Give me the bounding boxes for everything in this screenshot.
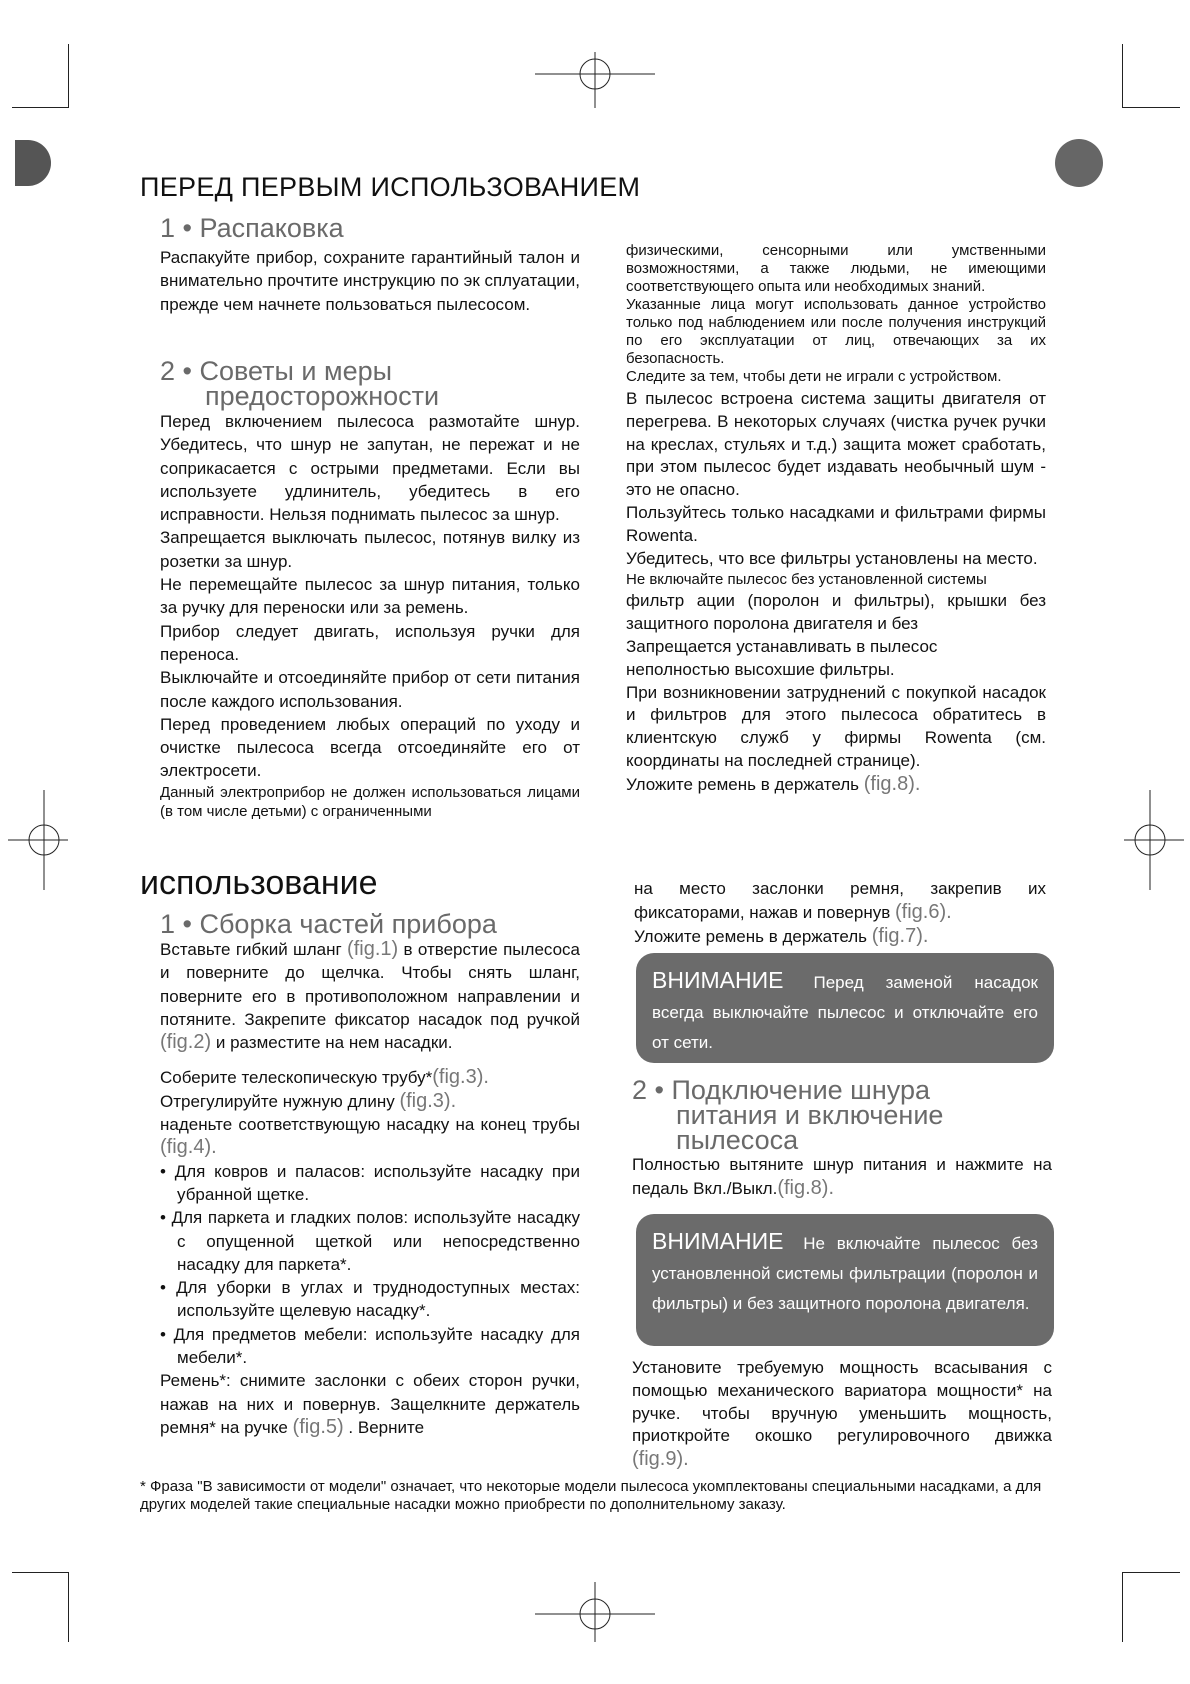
warning-text: Не включайте пылесос без установленной системы фильтрации (поролон и фильтры) и без защитного поролона двигателя. xyxy=(652,1234,1038,1313)
section-heading-assembly: 1 • Сборка частей прибора xyxy=(160,909,497,939)
footnote: * Фраза "В зависимости от модели" означает, что некоторые модели пылесоса укомплектованы специальными насадками, а для других моделей такие специальные насадки можно приобрести по дополнительному заказу. xyxy=(140,1478,1042,1513)
heading-line: пылесоса xyxy=(676,1125,799,1155)
crop-mark xyxy=(12,107,69,108)
paragraph: Распакуйте прибор, сохраните гарантийный талон и внимательно прочтите инструкцию по эк сплуатации, прежде чем начнете пользоваться пылесосом. xyxy=(160,248,580,314)
warning-label: ВНИМАНИЕ xyxy=(652,967,784,993)
text: Соберите телескопическую трубу* xyxy=(160,1068,433,1088)
text: Установите требуемую мощность всасывания с помощью механического вариатора мощности* на ручке. чтобы вручную уменьшить мощность, приоткройте окошко регулировочного движка xyxy=(632,1358,1052,1446)
text: Вставьте гибкий шланг xyxy=(160,940,342,959)
paragraph xyxy=(626,773,1046,797)
heading-line: питания и включение xyxy=(676,1100,944,1130)
paragraph: При возникновении затруднений с покупкой насадок и фильтров для этого пылесоса обратитесь в клиентскую служб у фирмы Rowenta (см. координаты на последней странице). xyxy=(626,682,1046,770)
half-circle-marker xyxy=(15,140,51,186)
crop-mark xyxy=(1122,44,1123,108)
registration-mark-right xyxy=(1124,790,1184,890)
right-column-usage xyxy=(634,878,1046,948)
paragraph: Запрещается устанавливать в пылесос xyxy=(626,636,938,656)
paragraph: Указанные лица могут использовать данное устройство только под наблюдением или после получения инструкций по его эксплуатации от лиц, отвечающих за их безопасность. xyxy=(626,296,1046,367)
heading-line: 2 • Советы и меры xyxy=(160,356,393,386)
text: и разместите на нем насадки. xyxy=(215,1033,453,1053)
paragraph xyxy=(160,1066,580,1089)
paragraph xyxy=(634,878,1046,925)
suction-text xyxy=(632,1357,1052,1472)
crop-mark xyxy=(1122,1572,1180,1573)
list-item: • Для уборки в углах и труднодоступных местах: используйте щелевую насадку*. xyxy=(160,1278,580,1321)
right-column-safety xyxy=(626,242,1046,797)
figure-ref: (fig.3). xyxy=(432,1066,489,1089)
heading-line: 2 • Подключение шнура xyxy=(632,1075,930,1105)
paragraph: Перед включением пылесоса размотайте шнур. Убедитесь, что шнур не запутан, не пережат и не соприкасается с острыми предметами. Если вы используете удлинитель, убедитесь в его исправности. Нельзя поднимать пылесос за шнур. xyxy=(160,412,580,525)
section-title-usage: использование xyxy=(140,864,378,902)
text: . Верните xyxy=(348,1417,425,1437)
figure-ref: (fig.9). xyxy=(632,1448,689,1471)
page-title: ПЕРЕД ПЕРВЫМ ИСПОЛЬЗОВАНИЕМ xyxy=(140,172,641,202)
crop-mark xyxy=(12,1572,69,1573)
figure-ref: (fig.5) xyxy=(292,1415,344,1438)
section-heading-power xyxy=(632,1075,944,1155)
section-heading-unpacking: 1 • Распаковка xyxy=(160,213,344,243)
text: Уложите ремень в держатель xyxy=(634,926,867,946)
paragraph: Пользуйтесь только насадками и фильтрами фирмы Rowenta. xyxy=(626,502,1046,545)
text: Уложите ремень в держатель xyxy=(626,774,859,794)
paragraph: Данный электроприбор не должен использоваться лицами (в том числе детьми) с ограниченными xyxy=(160,783,580,820)
list-item: • Для предметов мебели: используйте насадку для мебели*. xyxy=(160,1324,580,1368)
figure-ref: (fig.8). xyxy=(863,772,921,795)
registration-mark-bottom xyxy=(535,1582,655,1642)
text: на место заслонки ремня, закрепив их фиксаторами, нажав и повернув xyxy=(634,879,1046,922)
crop-mark xyxy=(1122,1572,1123,1642)
heading-line: предосторожности xyxy=(205,381,440,411)
paragraph: Выключайте и отсоединяйте прибор от сети питания после каждого использования. xyxy=(160,668,580,711)
registration-mark-left xyxy=(8,790,68,890)
paragraph xyxy=(632,1154,1052,1201)
list-item: • Для паркета и гладких полов: используйте насадку с опущенной щеткой или непосредственно насадку для паркета*. xyxy=(160,1208,580,1274)
figure-ref: (fig.6). xyxy=(895,900,952,923)
text: наденьте соответствующую насадку на конец трубы xyxy=(160,1115,580,1135)
figure-ref: (fig.7). xyxy=(871,924,929,947)
paragraph: Не перемещайте пылесос за шнур питания, только за ручку для переноски или за ремень. xyxy=(160,575,580,618)
paragraph: неполностью высохшие фильтры. xyxy=(626,659,895,679)
assembly-text xyxy=(160,938,580,1439)
paragraph xyxy=(634,925,1046,949)
safety-text xyxy=(160,410,580,821)
paragraph xyxy=(160,938,580,1054)
warning-box-1 xyxy=(636,953,1054,1063)
warning-label: ВНИМАНИЕ xyxy=(652,1228,784,1254)
paragraph: Запрещается выключать пылесос, потянув вилку из розетки за шнур. xyxy=(160,528,580,571)
paragraph: фильтр ации (поролон и фильтры), крышки без защитного поролона двигателя и без xyxy=(626,591,1046,634)
list-item: • Для ковров и паласов: используйте насадку при убранной щетке. xyxy=(160,1161,580,1204)
paragraph: Перед проведением любых операций по уходу и очистке пылесоса всегда отсоединяйте его от электросети. xyxy=(160,714,580,781)
paragraph: Не включайте пылесос без установленной системы xyxy=(626,571,987,589)
section-heading-safety xyxy=(160,356,440,411)
registration-mark-top xyxy=(535,52,655,108)
text: Отрегулируйте нужную длину xyxy=(160,1091,395,1111)
figure-ref: (fig.1) xyxy=(347,938,399,960)
crop-mark xyxy=(68,1572,69,1642)
text: в отверстие пылесоса и поверните до щелчка. Чтобы снять шланг, поверните его в противоположном направлении и потяните. Закрепите фиксатор насадок под ручкой xyxy=(160,940,580,1029)
text: Ремень*: снимите заслонки с обеих сторон ручки, нажав на них и повернув. Защелкните держатель ремня* на ручке xyxy=(160,1371,580,1437)
warning-box-2 xyxy=(636,1214,1054,1346)
paragraph xyxy=(160,1113,580,1160)
paragraph: В пылесос встроена система защиты двигателя от перегрева. В некоторых случаях (чистка ручек ручки на креслах, стульях и т.д.) защита может сработать, при этом пылесос будет издавать необычный шум - это не опасно. xyxy=(626,389,1046,500)
paragraph xyxy=(160,1369,580,1439)
figure-ref: (fig.2) xyxy=(160,1031,212,1054)
paragraph: физическими, сенсорными или умственными возможностями, а также людьми, не имеющими соответствующего опыта или необходимых знаний. xyxy=(626,242,1046,295)
crop-mark xyxy=(1122,107,1180,108)
power-text xyxy=(632,1154,1052,1201)
paragraph: Убедитесь, что все фильтры установлены на место. xyxy=(626,548,1038,568)
text: Полностью вытяните шнур питания и нажмите на педаль Вкл./Выкл. xyxy=(632,1155,1052,1198)
figure-ref: (fig.8). xyxy=(777,1176,835,1199)
paragraph: Прибор следует двигать, используя ручки для переноса. xyxy=(160,621,580,664)
circle-marker xyxy=(1055,139,1103,187)
warning-text: Перед заменой насадок всегда выключайте пылесос и отключайте его от сети. xyxy=(652,973,1038,1052)
paragraph: Следите за тем, чтобы дети не играли с устройством. xyxy=(626,368,1002,385)
paragraph xyxy=(632,1357,1052,1472)
unpacking-text xyxy=(160,246,580,316)
paragraph xyxy=(160,1090,580,1113)
figure-ref: (fig.4). xyxy=(160,1136,217,1159)
crop-mark xyxy=(68,44,69,108)
figure-ref: (fig.3). xyxy=(399,1089,457,1112)
